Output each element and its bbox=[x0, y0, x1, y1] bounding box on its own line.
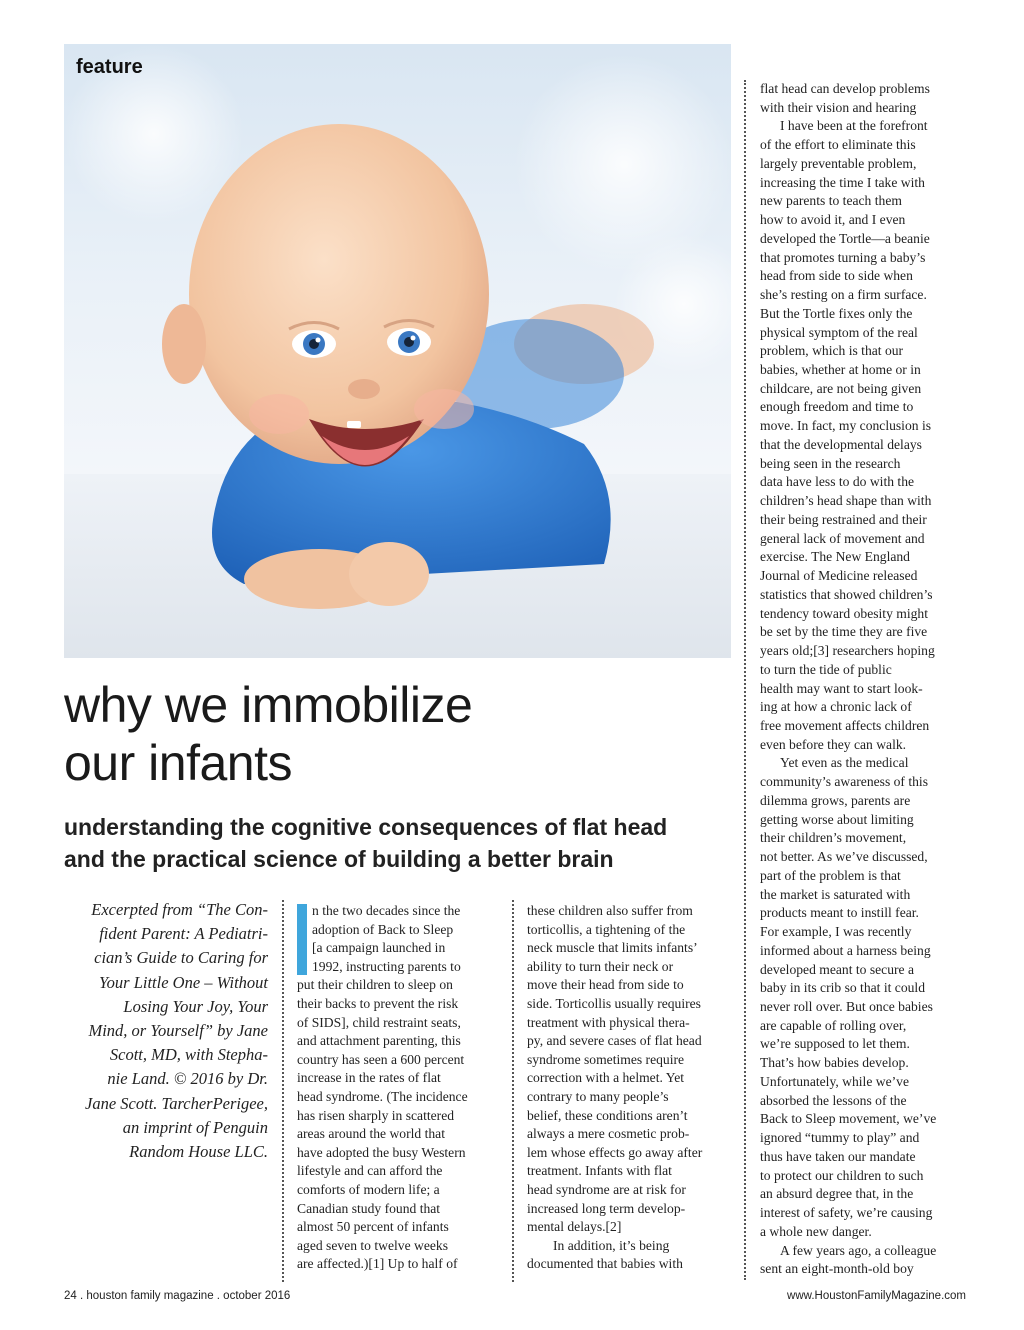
body-line: she’s resting on a firm surface. bbox=[760, 287, 927, 303]
credit-line: Excerpted from “The Con- bbox=[91, 900, 268, 919]
body-line: head syndrome. (The incidence bbox=[297, 1088, 468, 1104]
headline bbox=[64, 676, 724, 792]
body-line: For example, I was recently bbox=[760, 924, 912, 940]
body-line: a whole new danger. bbox=[760, 1223, 872, 1239]
body-line: that the developmental delays bbox=[760, 436, 922, 452]
body-line: statistics that showed children’s bbox=[760, 586, 933, 602]
body-line: I have been at the forefront bbox=[780, 118, 928, 134]
body-line: increasing the time I take with bbox=[760, 174, 925, 190]
body-line: with their vision and hearing bbox=[760, 99, 917, 115]
body-line: interest of safety, we’re causing bbox=[760, 1205, 933, 1221]
body-line: even before they can walk. bbox=[760, 736, 907, 752]
body-line: their being restrained and their bbox=[760, 511, 927, 527]
body-line: tendency toward obesity might bbox=[760, 605, 928, 621]
body-line: increase in the rates of flat bbox=[297, 1070, 441, 1086]
body-line: of SIDS], child restraint seats, bbox=[297, 1014, 461, 1030]
body-line: an absurd degree that, in the bbox=[760, 1186, 914, 1202]
credit-line: Scott, MD, with Stepha- bbox=[109, 1045, 268, 1065]
body-line: how to avoid it, and I even bbox=[760, 212, 906, 228]
credit-line: Jane Scott. TarcherPerigee, bbox=[85, 1093, 268, 1113]
body-line: we’re supposed to let them. bbox=[760, 1036, 910, 1052]
body-line: lifestyle and can afford the bbox=[297, 1163, 443, 1179]
body-line: contrary to many people’s bbox=[527, 1088, 669, 1104]
website-url: www.HoustonFamilyMagazine.com bbox=[787, 1290, 966, 1302]
body-line: ignored “tummy to play” and bbox=[760, 1130, 920, 1146]
body-line: informed about a harness being bbox=[760, 942, 931, 958]
body-line: treatment with physical thera- bbox=[527, 1014, 690, 1030]
body-line: part of the problem is that bbox=[760, 867, 901, 883]
body-line: have adopted the busy Western bbox=[297, 1144, 466, 1160]
body-line: aged seven to twelve weeks bbox=[297, 1237, 448, 1253]
body-line: sent an eight-month-old boy bbox=[760, 1261, 914, 1277]
body-line: almost 50 percent of infants bbox=[297, 1219, 449, 1235]
body-line: largely preventable problem, bbox=[760, 155, 917, 171]
body-line: problem, which is that our bbox=[760, 343, 904, 359]
headline-line: why we immobilize bbox=[64, 677, 473, 733]
body-line: neck muscle that limits infants’ bbox=[527, 940, 698, 956]
baby-illustration bbox=[64, 44, 731, 658]
body-line: torticollis, a tightening of the bbox=[527, 921, 686, 937]
body-line: flat head can develop problems bbox=[760, 81, 930, 96]
body-line: correction with a helmet. Yet bbox=[527, 1070, 685, 1086]
credit-line: cian’s Guide to Caring for bbox=[94, 948, 268, 968]
body-line: ing at how a chronic lack of bbox=[760, 699, 912, 715]
body-line: head from side to side when bbox=[760, 268, 913, 284]
body-line: syndrome sometimes require bbox=[527, 1051, 685, 1067]
section-label: feature bbox=[76, 56, 143, 78]
body-line: their children’s movement, bbox=[760, 830, 907, 846]
credit-line: an imprint of Penguin bbox=[122, 1117, 268, 1137]
body-line: adoption of Back to Sleep bbox=[312, 921, 454, 937]
body-line: Canadian study found that bbox=[297, 1200, 441, 1216]
body-line: n the two decades since the bbox=[312, 903, 461, 918]
body-line: treatment. Infants with flat bbox=[527, 1163, 672, 1179]
body-line: developed meant to secure a bbox=[760, 961, 914, 977]
body-line: to turn the tide of public bbox=[760, 661, 892, 677]
body-line: A few years ago, a colleague bbox=[780, 1242, 937, 1258]
body-line: to protect our children to such bbox=[760, 1167, 924, 1183]
body-line: Journal of Medicine released bbox=[760, 568, 918, 584]
body-line: exercise. The New England bbox=[760, 549, 910, 565]
body-line: be set by the time they are five bbox=[760, 624, 928, 640]
body-line: childcare, are not being given bbox=[760, 380, 922, 396]
body-line: absorbed the lessons of the bbox=[760, 1092, 907, 1108]
body-line: move their head from side to bbox=[527, 977, 684, 993]
body-line: and attachment parenting, this bbox=[297, 1033, 461, 1049]
body-line: documented that babies with bbox=[527, 1256, 683, 1272]
hero-photo bbox=[64, 44, 731, 658]
column-divider bbox=[282, 900, 284, 1282]
body-line: increased long term develop- bbox=[527, 1200, 686, 1216]
column-divider bbox=[744, 80, 746, 1280]
body-line: never roll over. But once babies bbox=[760, 998, 933, 1014]
body-line: lem whose effects go away after bbox=[527, 1144, 703, 1160]
body-line: mental delays.[2] bbox=[527, 1219, 622, 1235]
body-line: that promotes turning a baby’s bbox=[760, 249, 926, 265]
body-line: move. In fact, my conclusion is bbox=[760, 418, 932, 434]
body-line: children’s head shape than with bbox=[760, 493, 932, 509]
body-line: their backs to prevent the risk bbox=[297, 995, 459, 1011]
body-line: side. Torticollis usually requires bbox=[527, 995, 701, 1011]
body-line: physical symptom of the real bbox=[760, 324, 918, 340]
body-line: has risen sharply in scattered bbox=[297, 1107, 455, 1123]
body-line: these children also suffer from bbox=[527, 903, 693, 918]
body-line: health may want to start look- bbox=[760, 680, 923, 696]
body-line: baby in its crib so that it could bbox=[760, 980, 925, 996]
body-line: py, and severe cases of flat head bbox=[527, 1033, 702, 1049]
body-line: Yet even as the medical bbox=[780, 755, 909, 771]
body-line: always a mere cosmetic prob- bbox=[527, 1126, 690, 1142]
body-column-2 bbox=[527, 902, 733, 1274]
body-line: thus have taken our mandate bbox=[760, 1148, 916, 1164]
body-line: developed the Tortle—a beanie bbox=[760, 230, 930, 246]
body-line: Back to Sleep movement, we’ve bbox=[760, 1111, 937, 1127]
credit-line: fident Parent: A Pediatri- bbox=[99, 924, 268, 944]
body-line: belief, these conditions aren’t bbox=[527, 1107, 688, 1123]
credit-line: Losing Your Joy, Your bbox=[123, 996, 268, 1016]
body-line: dilemma grows, parents are bbox=[760, 792, 911, 808]
body-line: are capable of rolling over, bbox=[760, 1017, 907, 1033]
body-line: general lack of movement and bbox=[760, 530, 925, 546]
column-divider bbox=[512, 900, 514, 1282]
subheadline bbox=[64, 811, 764, 875]
body-column-1 bbox=[297, 902, 503, 1274]
body-column-3 bbox=[760, 80, 966, 1279]
body-line: years old;[3] researchers hoping bbox=[760, 643, 935, 659]
body-line: ability to turn their neck or bbox=[527, 958, 674, 974]
folio: 24 . houston family magazine . october 2016 bbox=[64, 1290, 291, 1302]
subheadline-line: understanding the cognitive consequences of flat head bbox=[64, 814, 668, 840]
body-line: not better. As we’ve discussed, bbox=[760, 849, 928, 865]
credit-line: nie Land. © 2016 by Dr. bbox=[107, 1069, 268, 1089]
body-line: babies, whether at home or in bbox=[760, 362, 921, 378]
body-line: [a campaign launched in bbox=[312, 940, 446, 956]
excerpt-credit bbox=[64, 898, 268, 1164]
body-line: country has seen a 600 percent bbox=[297, 1051, 465, 1067]
body-line: comforts of modern life; a bbox=[297, 1181, 440, 1197]
body-line: community’s awareness of this bbox=[760, 774, 929, 790]
body-line: areas around the world that bbox=[297, 1126, 445, 1142]
subheadline-line: and the practical science of building a better brain bbox=[64, 846, 614, 872]
headline-line: our infants bbox=[64, 735, 292, 791]
body-line: But the Tortle fixes only the bbox=[760, 305, 913, 321]
body-line: head syndrome are at risk for bbox=[527, 1181, 686, 1197]
body-line: Unfortunately, while we’ve bbox=[760, 1073, 909, 1089]
body-line: put their children to sleep on bbox=[297, 977, 453, 993]
body-line: data have less to do with the bbox=[760, 474, 915, 490]
body-line: new parents to teach them bbox=[760, 193, 902, 209]
credit-line: Mind, or Yourself” by Jane bbox=[88, 1021, 268, 1041]
body-line: are affected.)[1] Up to half of bbox=[297, 1256, 458, 1272]
body-line: being seen in the research bbox=[760, 455, 901, 471]
body-line: getting worse about limiting bbox=[760, 811, 914, 827]
body-line: products meant to instill fear. bbox=[760, 905, 919, 921]
body-line: the market is saturated with bbox=[760, 886, 911, 902]
body-line: In addition, it’s being bbox=[553, 1237, 670, 1253]
body-line: free movement affects children bbox=[760, 717, 930, 733]
credit-line: Random House LLC. bbox=[129, 1142, 268, 1162]
body-line: That’s how babies develop. bbox=[760, 1055, 909, 1071]
body-line: 1992, instructing parents to bbox=[312, 958, 461, 974]
credit-line: Your Little One – Without bbox=[99, 972, 268, 992]
body-line: of the effort to eliminate this bbox=[760, 137, 916, 153]
body-line: enough freedom and time to bbox=[760, 399, 914, 415]
